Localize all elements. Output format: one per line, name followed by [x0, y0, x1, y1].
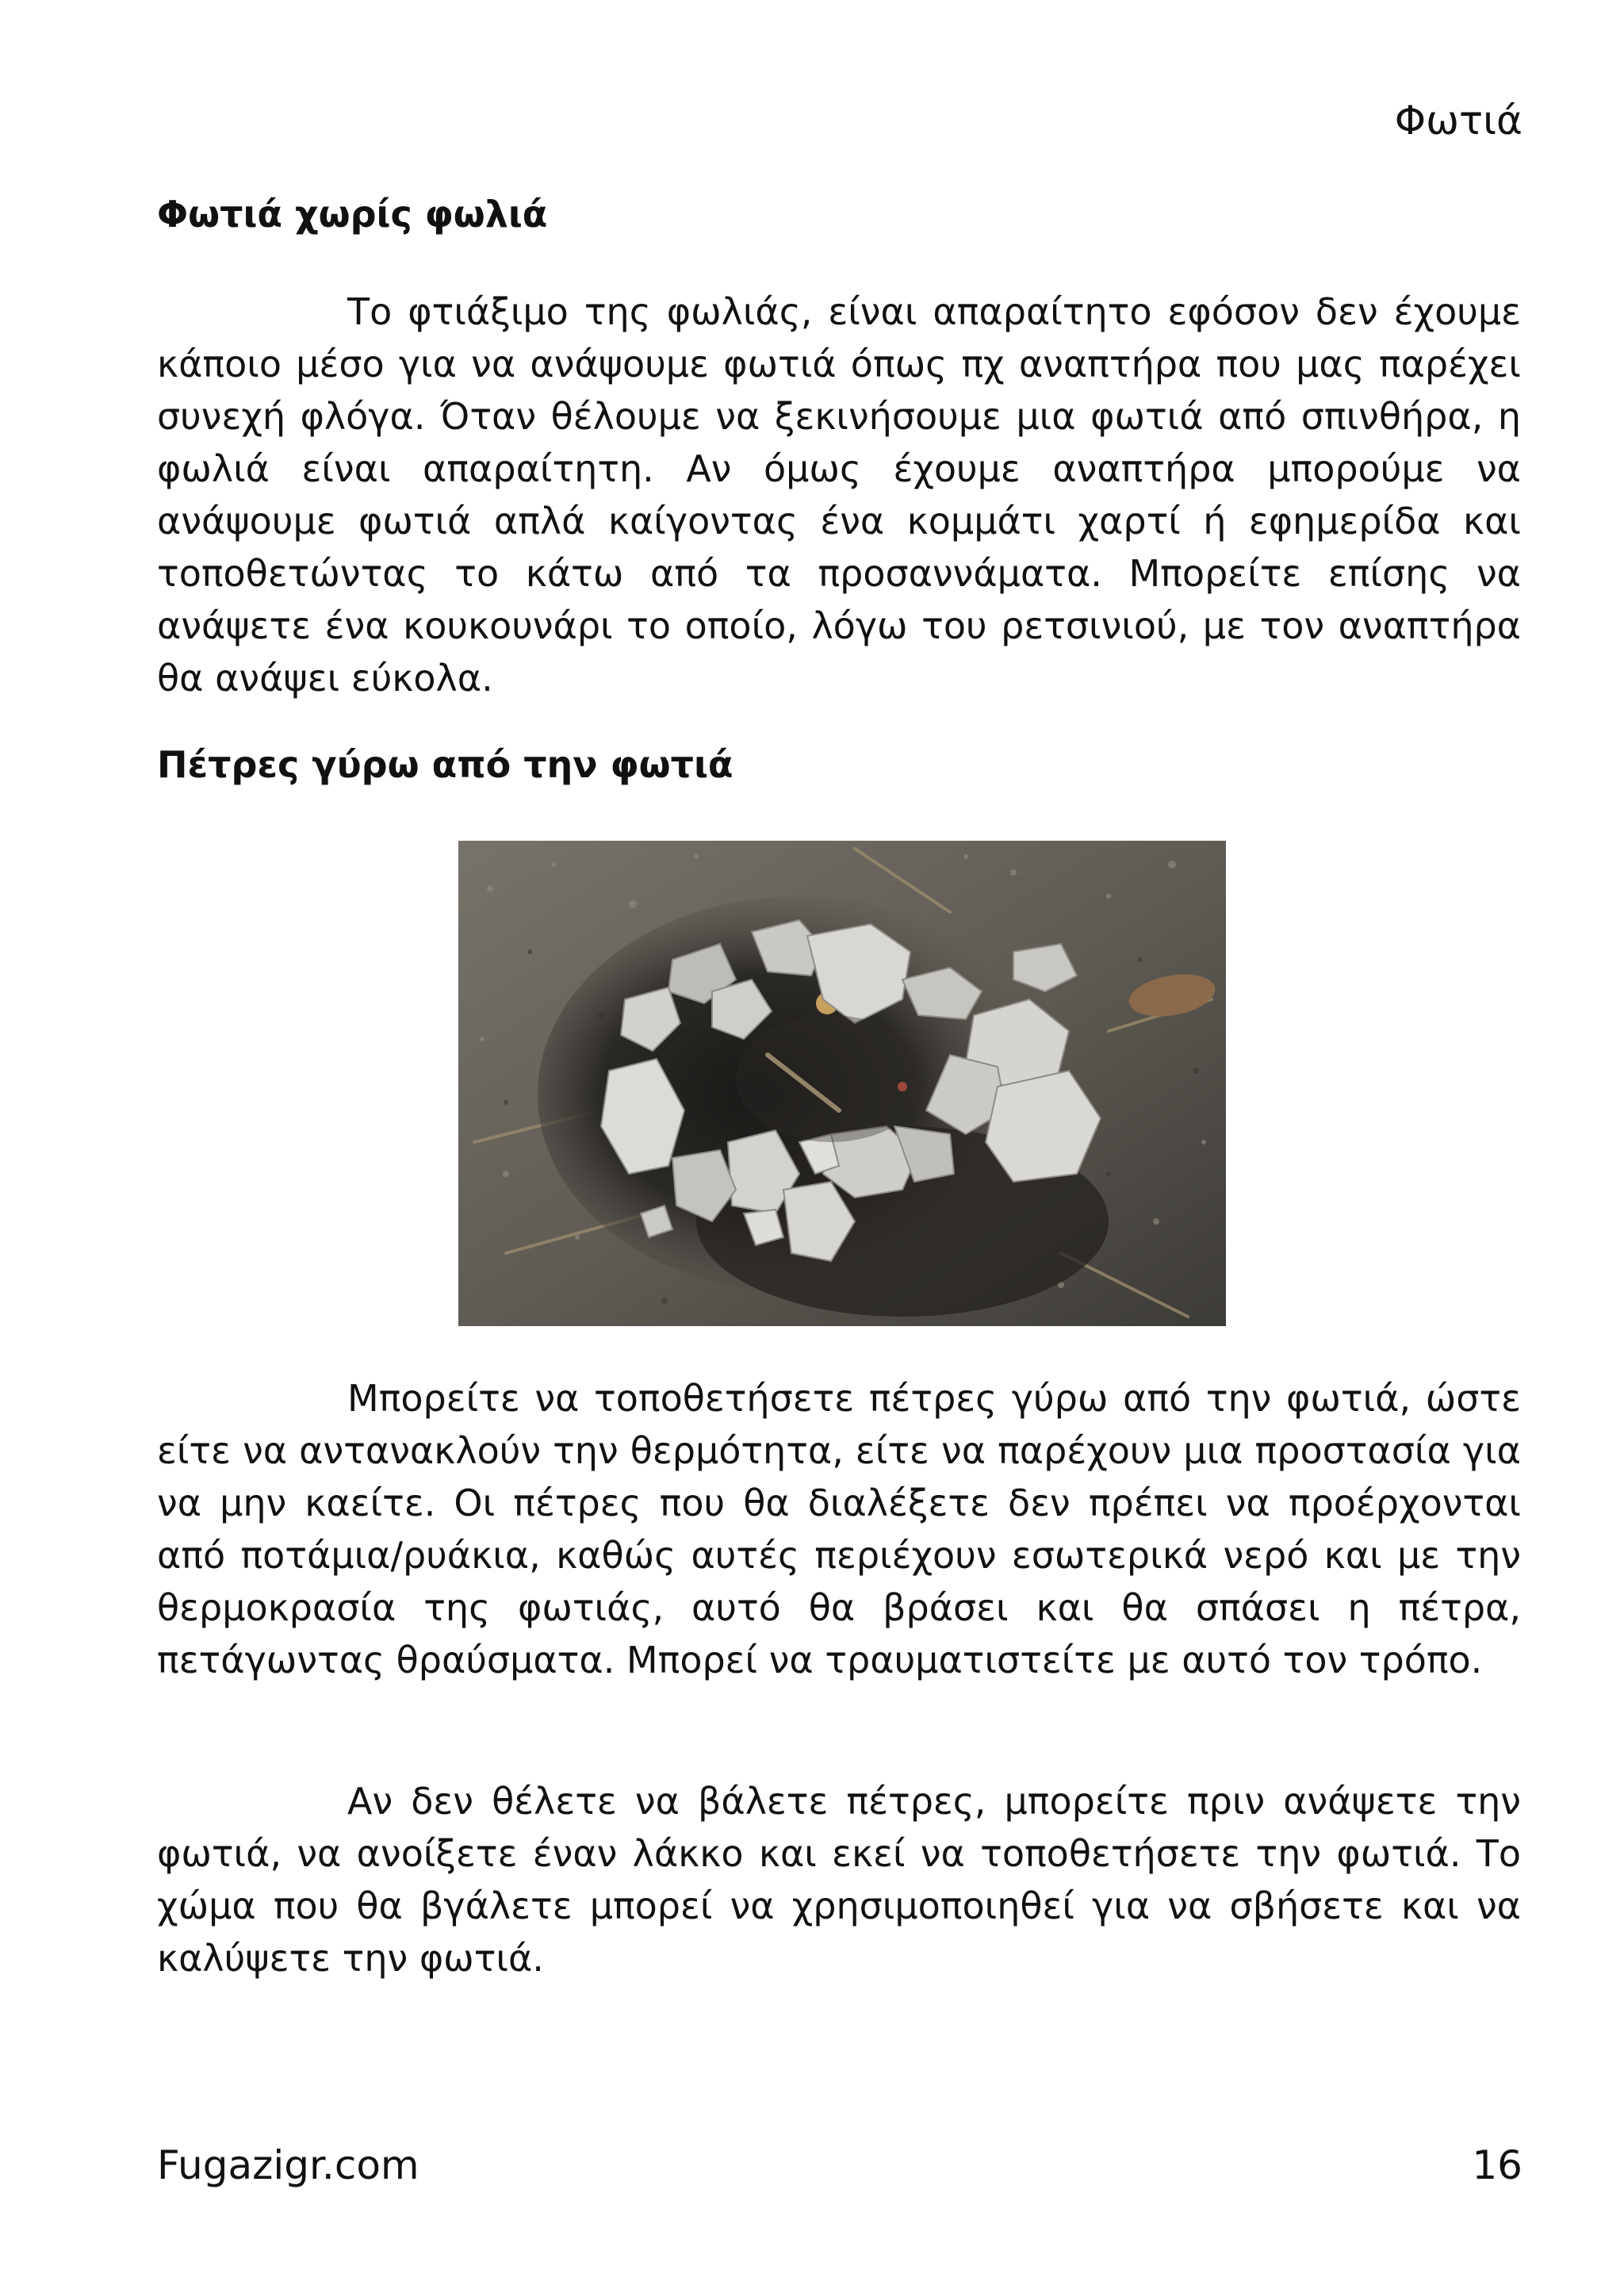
section-heading-stones-around-fire: Πέτρες γύρω από την φωτιά: [157, 743, 733, 786]
paragraph-dig-pit: Αν δεν θέλετε να βάλετε πέτρες, μπορείτε πριν ανάψετε την φωτιά, να ανοίξετε έναν λάκκο και εκεί να τοποθετήσετε την φωτιά. Το χώμα που θα βγάλετε μπορεί να χρησιμοποιηθεί για να σβήσετε και να καλύψετε την φωτιά.: [157, 1780, 1521, 1980]
fire-pit-stone-ring-photo: [458, 841, 1226, 1326]
paragraph-stones-reflect-heat: Μπορείτε να τοποθετήσετε πέτρες γύρω από την φωτιά, ώστε είτε να αντανακλούν την θερμότητα, είτε να παρέχουν μια προστασία για να μην καείτε. Οι πέτρες που θα διαλέξετε δεν πρέπει να προέρχονται από ποτάμια/ρυάκια, καθώς αυτές περιέχουν εσωτερικά νερό και με την θερμοκρασία της φωτιάς, αυτό θα βράσει και θα σπάσει η πέτρα, πετάγωντας θραύσματα. Μπορεί να τραυματιστείτε με αυτό τον τρόπο.: [157, 1377, 1521, 1681]
page-number: 16: [1472, 2142, 1522, 2188]
running-header: Φωτιά: [1394, 98, 1522, 144]
footer-site-name: Fugazigr.com: [157, 2142, 419, 2188]
paragraph-fire-without-nest: Το φτιάξιμο της φωλιάς, είναι απαραίτητο εφόσον δεν έχουμε κάποιο μέσο για να ανάψουμε φωτιά όπως πχ αναπτήρα που μας παρέχει συνεχή φλόγα. Όταν θέλουμε να ξεκινήσουμε μια φωτιά από σπινθήρα, η φωλιά είναι απαραίτητη. Αν όμως έχουμε αναπτήρα μπορούμε να ανάψουμε φωτιά απλά καίγοντας ένα κομμάτι χαρτί ή εφημερίδα και τοποθετώντας το κάτω από τα προσαννάματα. Μπορείτε επίσης να ανάψετε ένα κουκουνάρι το οποίο, λόγω του ρετσινιού, με τον αναπτήρα θα ανάψει εύκολα.: [157, 290, 1521, 700]
section-heading-fire-without-nest: Φωτιά χωρίς φωλιά: [157, 193, 548, 236]
